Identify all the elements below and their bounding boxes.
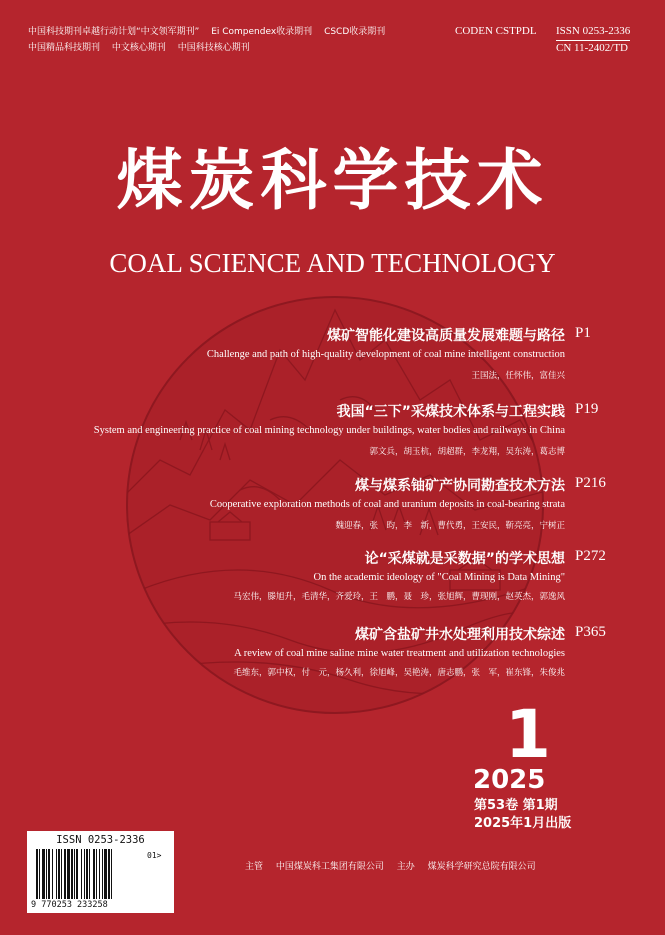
- barcode-addon: 01>: [147, 851, 162, 860]
- article-title-en: Cooperative exploration methods of coal and uranium deposits in coal-bearing strata: [209, 499, 565, 510]
- article-page: P272: [575, 548, 606, 564]
- article-title-cn: 论“采煤就是采数据”的学术思想: [364, 551, 565, 567]
- article-authors: 魏迎春，张 昀，李 新，曹代勇，王安民，靳亮亮，宁树正: [335, 521, 565, 531]
- barcode-issn: ISSN 0253-2336: [56, 834, 145, 846]
- article-authors: 郭文兵，胡玉杭，胡超群，李龙翔，吴东涛，葛志博: [369, 447, 565, 457]
- badge-row-2: [28, 40, 394, 56]
- article-authors: 王国法，任怀伟，富佳兴: [471, 371, 565, 381]
- article-title-cn: 煤矿含盐矿井水处理利用技术综述: [355, 627, 565, 643]
- article-page: P19: [575, 401, 599, 417]
- badge-sci-tech-core: 中国科技核心期刊: [177, 43, 250, 53]
- article-title-cn: 我国“三下”采煤技术体系与工程实践: [336, 404, 565, 420]
- badge-row-1: [28, 24, 394, 40]
- sponsor-name: 中国煤炭科工集团有限公司: [275, 862, 384, 872]
- article-title-cn: 煤与煤系铀矿产协同勘查技术方法: [355, 478, 565, 494]
- article-page: P365: [575, 624, 606, 640]
- host-name: 煤炭科学研究总院有限公司: [427, 862, 536, 872]
- barcode-digits: 9 770253 233258: [31, 900, 108, 910]
- issn-barcode: [27, 831, 174, 913]
- cn-code: CN 11-2402/TD: [556, 42, 629, 54]
- article-title-en: A review of coal mine saline mine water treatment and utilization technologies: [234, 648, 565, 659]
- article-authors: 毛维东，郭中权，付 元，杨久利，徐旭峰，吴艳涛，唐志鹏，张 军，崔东锋，朱俊兆: [233, 668, 565, 678]
- publisher-footer: [245, 859, 546, 872]
- badge-leading-journal: 中国科技期刊卓越行动计划“中文领军期刊”: [28, 27, 200, 37]
- issue-date: 2025年1月出版: [474, 816, 572, 831]
- article-page: P216: [575, 475, 606, 491]
- badge-core: 中文核心期刊: [111, 43, 166, 53]
- barcode-bars-icon: [36, 849, 144, 899]
- issn-code: ISSN 0253-2336: [556, 24, 630, 41]
- host-label: 主办: [396, 862, 415, 872]
- issue-volume: 第53卷 第1期: [474, 798, 558, 813]
- issue-number: 1: [505, 696, 551, 773]
- journal-title-chinese: 煤炭科学技术: [116, 141, 549, 219]
- coden-code: CODEN CSTPDL: [455, 25, 537, 37]
- article-page: P1: [575, 325, 591, 341]
- article-title-en: On the academic ideology of "Coal Mining is Data Mining": [313, 572, 565, 583]
- indexing-badges: [28, 24, 394, 56]
- badge-ei: Ei Compendex收录期刊: [211, 27, 313, 37]
- article-title-en: Challenge and path of high-quality development of coal mine intelligent construction: [206, 349, 565, 360]
- badge-cscd: CSCD收录期刊: [324, 27, 386, 37]
- article-authors: 马宏伟，滕旭升，毛清华，齐爱玲，王 鹏，聂 珍，张旭辉，曹现刚，赵英杰，郭逸风: [233, 592, 565, 602]
- article-title-en: System and engineering practice of coal mining technology under buildings, water bodies and railways in China: [93, 425, 565, 436]
- issue-year: 2025: [473, 765, 546, 795]
- journal-title-english: COAL SCIENCE AND TECHNOLOGY: [109, 248, 556, 278]
- badge-boutique: 中国精品科技期刊: [28, 43, 101, 53]
- article-title-cn: 煤矿智能化建设高质量发展难题与路径: [327, 328, 565, 344]
- sponsor-label: 主管: [245, 862, 264, 872]
